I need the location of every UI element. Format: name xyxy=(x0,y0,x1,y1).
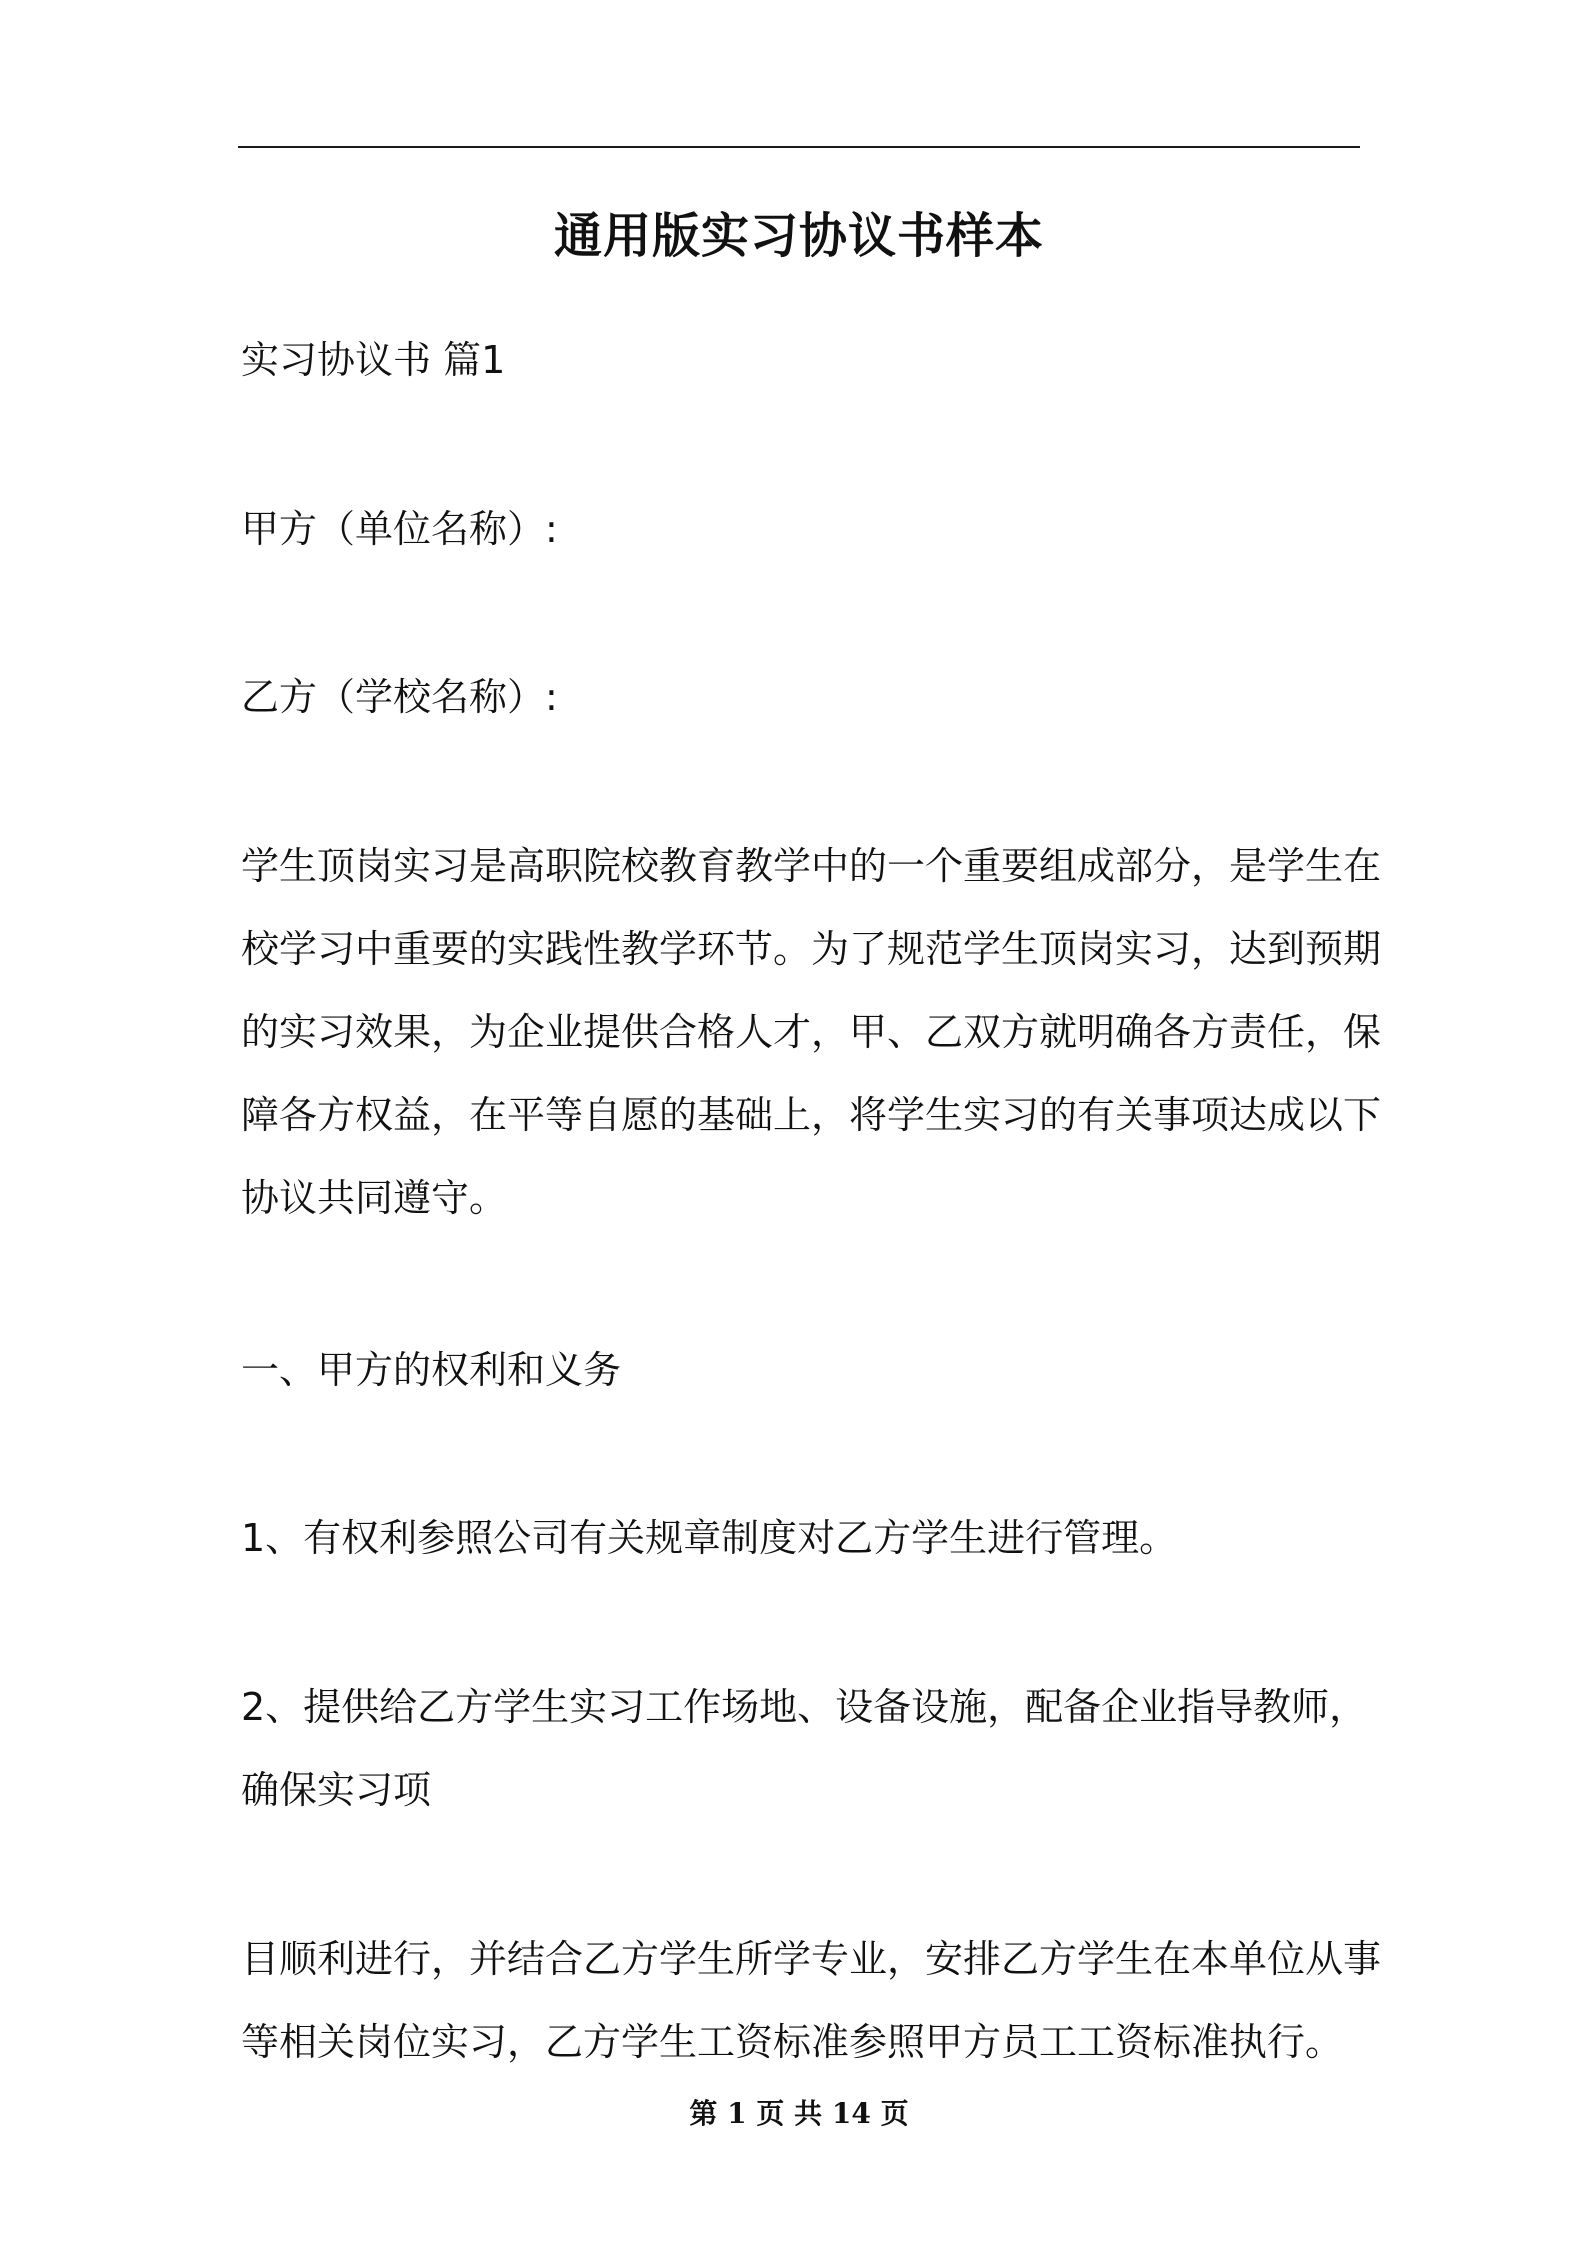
party-b-label: 乙方（学校名称）: xyxy=(241,675,558,719)
paragraph-line: 障各方权益，在平等自愿的基础上，将学生实习的有关事项达成以下 xyxy=(241,1093,1382,1137)
paragraph-line: 协议共同遵守。 xyxy=(241,1176,508,1220)
intro-paragraph xyxy=(241,825,1382,1240)
party-a-label: 甲方（单位名称）: xyxy=(241,507,558,551)
clause-item-1: 1、有权利参照公司有关规章制度对乙方学生进行管理。 xyxy=(241,1516,1178,1560)
clause-item-2 xyxy=(241,1666,1368,1832)
section-heading: 实习协议书 篇1 xyxy=(241,338,506,382)
continuation-paragraph xyxy=(241,1918,1382,2084)
clause-heading: 一、甲方的权利和义务 xyxy=(241,1348,622,1392)
header-rule xyxy=(238,146,1360,148)
paragraph-line: 等相关岗位实习，乙方学生工资标准参照甲方员工工资标准执行。 xyxy=(241,2020,1344,2064)
paragraph-line: 学生顶岗实习是高职院校教育教学中的一个重要组成部分，是学生在 xyxy=(241,844,1382,888)
paragraph-line: 的实习效果，为企业提供合格人才，甲、乙双方就明确各方责任，保 xyxy=(241,1010,1382,1054)
paragraph-line: 确保实习项 xyxy=(241,1768,432,1812)
paragraph-line: 2、提供给乙方学生实习工作场地、设备设施，配备企业指导教师， xyxy=(241,1685,1368,1729)
paragraph-line: 目顺利进行，并结合乙方学生所学专业，安排乙方学生在本单位从事 xyxy=(241,1937,1382,1981)
document-title: 通用版实习协议书样本 xyxy=(553,208,1044,264)
paragraph-line: 校学习中重要的实践性教学环节。为了规范学生顶岗实习，达到预期 xyxy=(241,927,1382,971)
page-number-footer: 第 1 页 共 14 页 xyxy=(689,2097,909,2130)
